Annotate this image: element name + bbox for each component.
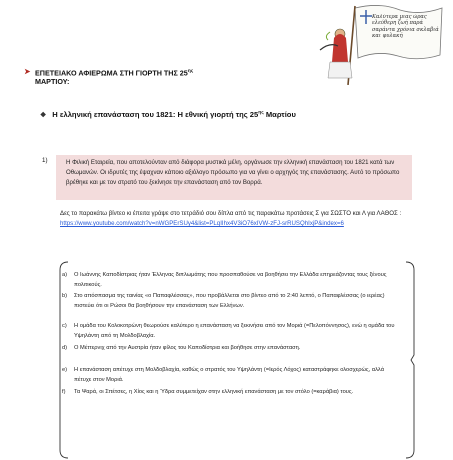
arrow-bullet-icon bbox=[24, 68, 31, 77]
flag-banner-text: Καλύτερα μιας ώρας ελεύθερη ζωή παρά σαράντα χρόνια σκλαβιά και φυλακή bbox=[372, 14, 439, 39]
question-item bbox=[62, 388, 399, 398]
section-title-end: Μαρτίου bbox=[265, 110, 296, 119]
highlight-text-box bbox=[56, 155, 412, 200]
diamond-bullet-icon: ❖ bbox=[40, 112, 47, 119]
section-title-sup: ης bbox=[258, 110, 264, 116]
question-item bbox=[62, 271, 399, 290]
question-text: Ο Μέττερνιχ από την Αυστρία ήταν φίλος του Καποδίστρια και βοήθησε στην επανάσταση. bbox=[74, 345, 301, 351]
question-text: Η επανάσταση απέτυχε στη Μολδοβλαχία, καθώς ο στρατός του Υψηλάντη (=Ιερός Λόχος) καταστράφηκε ολοσχερώς, αλλά πέτυχε στον Μοριά. bbox=[74, 367, 384, 383]
question-item bbox=[62, 292, 399, 311]
item-number: 1) bbox=[42, 157, 48, 164]
header-title-line2: ΜΑΡΤΙΟΥ: bbox=[35, 77, 70, 87]
youtube-video-link[interactable]: https://www.youtube.com/watch?v=nWGPErSUy4&list=PLqIIhx4V3iO76xIVW-zFJ-srRUSQhIxjP&index=6 bbox=[60, 220, 344, 227]
instructions bbox=[60, 209, 410, 229]
question-label: d) bbox=[62, 345, 68, 351]
instructions-text: Δες το παρακάτω βίντεο κι έπειτα γράψε στο τετράδιό σου δίπλα από τις παρακάτω προτάσεις Σ για ΣΩΣΤΟ και Λ για ΛΑΘΟΣ : bbox=[60, 210, 402, 217]
question-item bbox=[62, 366, 399, 385]
question-text: Στο απόσπασμα της ταινίας «ο Παπαφλέσσας», που προβάλλεται στο βίντεο από το 2:40 λεπτό, ο Παπαφλέσσας (ο ιερέας) πιστεύει ότι οι Ρώσοι θα βοηθήσουν την επανάσταση των Ελλήνων. bbox=[74, 293, 385, 309]
section-title bbox=[40, 110, 296, 119]
question-label: a) bbox=[62, 272, 68, 278]
header-title-sup: ης bbox=[187, 69, 194, 74]
question-label: b) bbox=[62, 293, 68, 299]
item1-text: Η Φιλική Εταιρεία, που αποτελούνταν από διάφορα μυστικά μέλη, οργάνωσε την ελληνική επανάσταση του 1821 κατά των Οθωμανών. Οι ιδρυτές της έψαχναν κάποιο αξιόλογο πρόσωπο για να γίνει ο αρχηγός της επανάστασης. Αυτό το πρόσωπο βρέθηκε και με τον στρατό του ξεκίνησε την επανάσταση από τον Βορρά. bbox=[66, 159, 400, 186]
question-label: f) bbox=[62, 389, 66, 395]
page-header-title bbox=[24, 67, 304, 86]
question-item bbox=[62, 322, 399, 341]
header-title-text: ΕΠΕΤΕΙΑΚΟ ΑΦΙΕΡΩΜΑ ΣΤΗ ΓΙΟΡΤΗ ΤΗΣ 25 bbox=[35, 68, 188, 78]
question-label: c) bbox=[62, 323, 67, 329]
question-text: Η ομάδα του Κολοκοτρώνη θεωρούσε καλύτερο η επανάσταση να ξεκινήσει από τον Μοριά (=Πελοπόννησος), ενώ η ομάδα του Υψηλάντη από τη Μολδοβλαχία. bbox=[74, 323, 395, 339]
question-text: Τα Ψαρά, οι Σπέτσες, η Χίος και η Ύδρα συμμετείχαν στην ελληνική επανάσταση με τον στόλο (=καράβια) τους. bbox=[74, 389, 354, 395]
revolution-flag-illustration bbox=[300, 0, 445, 85]
section-title-text: Η ελληνική επανάσταση του 1821: Η εθνική γιορτή της 25 bbox=[52, 110, 259, 119]
question-text: Ο Ιωάννης Καποδίστριας ήταν Έλληνας διπλωμάτης που προσπαθούσε να βοηθήσει την Ελλάδα επηρεάζοντας τους ξένους πολιτικούς. bbox=[74, 272, 387, 288]
question-item bbox=[62, 344, 399, 354]
question-label: e) bbox=[62, 367, 68, 373]
